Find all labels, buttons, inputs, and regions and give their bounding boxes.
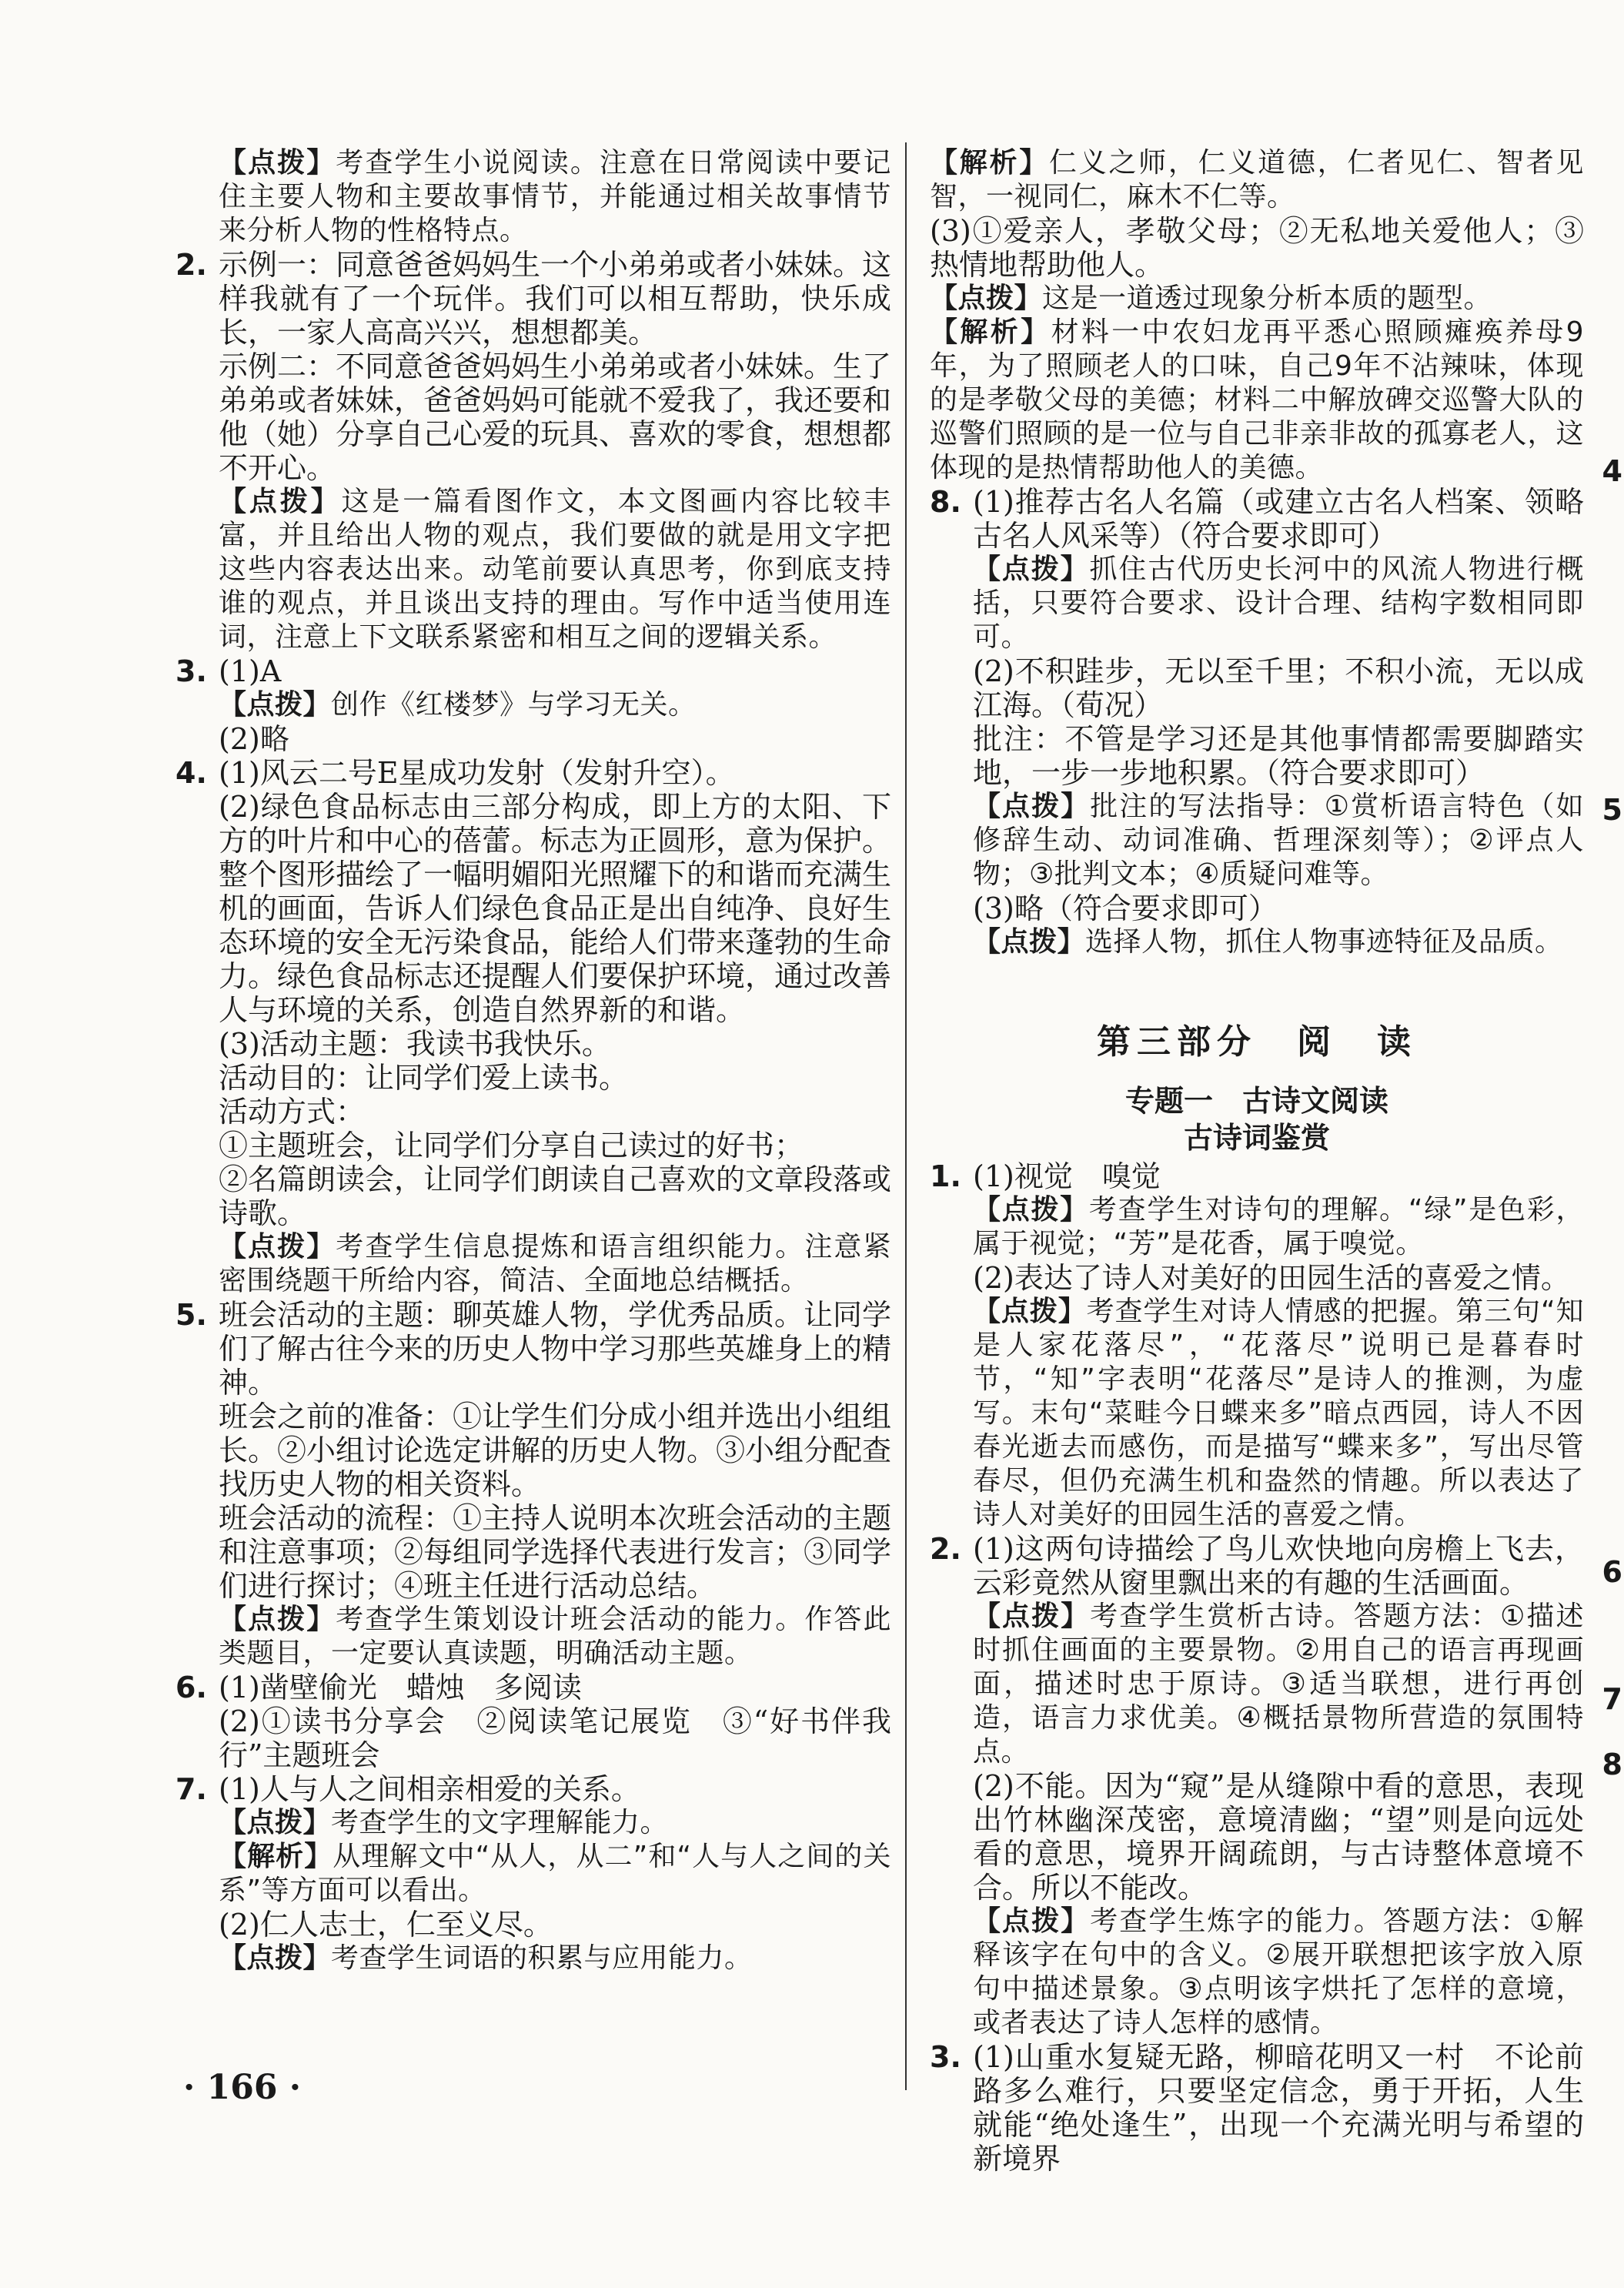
answer-line xyxy=(175,350,891,485)
item-number: 5. xyxy=(175,1298,207,1332)
annotation-text: 抓住古代历史长河中的风流人物进行概括，只要符合要求、设计合理、结构字数相同即可。 xyxy=(973,554,1584,653)
line-text: ②名篇朗读会，让同学们朗读自己喜欢的文章段落或诗歌。 xyxy=(219,1162,892,1230)
item-number: 6. xyxy=(175,1671,207,1704)
annotation-text: 考查学生策划设计班会活动的能力。作答此类题目，一定要认真读题，明确活动主题。 xyxy=(219,1604,891,1669)
item-text: (1)推荐古名人名篇（或建立古名人档案、领略古名人风采等）（符合要求即可） xyxy=(973,485,1584,553)
item-number: 7. xyxy=(175,1772,207,1806)
line-text: (3)略（符合要求即可） xyxy=(973,891,1278,925)
answer-line xyxy=(175,1061,891,1095)
answer-line xyxy=(175,1095,891,1129)
annotation-tag: 【点拨】 xyxy=(930,283,1043,314)
page-number: · 166 · xyxy=(183,2068,302,2107)
answer-line xyxy=(175,1400,891,1501)
line-text: (2)表达了诗人对美好的田园生活的喜爱之情。 xyxy=(973,1261,1570,1295)
annotation xyxy=(930,1600,1584,1769)
annotation xyxy=(930,1295,1584,1532)
answer-line xyxy=(175,1501,891,1603)
line-text: 示例二：不同意爸爸妈妈生小弟弟或者小妹妹。生了弟弟或者妹妹，爸爸妈妈可能就不爱我了，我还要和他（她）分享自己心爱的玩具、喜欢的零食，想想都不开心。 xyxy=(219,350,892,485)
annotation-body xyxy=(973,1193,1584,1261)
answer-line xyxy=(175,722,891,756)
answer-item xyxy=(930,1159,1584,1193)
annotation-body xyxy=(219,485,891,654)
annotation-tag: 【点拨】 xyxy=(219,1231,336,1263)
answer-line xyxy=(175,790,891,1027)
answer-line xyxy=(930,214,1584,282)
annotation-text: 考查学生小说阅读。注意在日常阅读中要记住主要人物和主要故事情节，并能通过相关故事情节来分析人物的性格特点。 xyxy=(219,147,891,246)
annotation-body xyxy=(973,1295,1584,1532)
annotation-body xyxy=(219,1806,891,1840)
item-text: 示例一：同意爸爸妈妈生一个小弟弟或者小妹妹。这样我就有了一个玩伴。我们可以相互帮助，快乐成长，一家人高高兴兴，想想都美。 xyxy=(219,248,892,350)
edge-marker: 5 xyxy=(1602,793,1622,827)
annotation xyxy=(930,1905,1584,2040)
annotation xyxy=(930,790,1584,891)
annotation-text: 考查学生的文字理解能力。 xyxy=(331,1807,669,1838)
item-text: (1)视觉 嗅觉 xyxy=(973,1159,1161,1193)
annotation xyxy=(175,1942,891,1975)
answer-line xyxy=(175,1129,891,1162)
annotation-body xyxy=(973,1600,1584,1769)
annotation-tag: 【解析】 xyxy=(930,147,1049,179)
answer-item xyxy=(930,1532,1584,1600)
annotation-text: 这是一篇看图作文，本文图画内容比较丰富，并且给出人物的观点，我们要做的就是用文字把这些内容表达出来。动笔前要认真思考，你到底支持谁的观点，并且谈出支持的理由。写作中适当使用连词，注意上下文联系紧密和相互之间的逻辑关系。 xyxy=(219,486,891,653)
annotation xyxy=(175,146,891,248)
left-column xyxy=(175,146,891,1975)
line-text: 班会之前的准备：①让学生们分成小组并选出小组组长。②小组讨论选定讲解的历史人物。③小组分配查找历史人物的相关资料。 xyxy=(219,1400,892,1501)
annotation-text: 考查学生赏析古诗。答题方法：①描述时抓住画面的主要景物。②用自己的语言再现画面，描述时忠于原诗。③适当联想，进行再创造，语言力求优美。④概括景物所营造的氛围特点。 xyxy=(973,1601,1584,1768)
line-text: (2)绿色食品标志由三部分构成，即上方的太阳、下方的叶片和中心的蓓蕾。标志为正圆形，意为保护。整个图形描绘了一幅明媚阳光照耀下的和谐而充满生机的画面，告诉人们绿色食品正是出自纯净、良好生态环境的安全无污染食品，能给人们带来蓬勃的生命力。绿色食品标志还提醒人们要保护环境，通过改善人与环境的关系，创造自然界新的和谐。 xyxy=(219,790,892,1027)
right-column xyxy=(930,146,1584,2176)
answer-line xyxy=(930,654,1584,722)
annotation-tag: 【解析】 xyxy=(930,316,1051,348)
annotation-tag: 【点拨】 xyxy=(219,147,336,179)
annotation-text: 考查学生炼字的能力。答题方法：①解释该字在句中的含义。②展开联想把该字放入原句中描述景象。③点明该字烘托了怎样的意境，或者表达了诗人怎样的感情。 xyxy=(973,1905,1584,2039)
annotation xyxy=(930,553,1584,654)
item-number: 3. xyxy=(175,654,207,688)
annotation-body xyxy=(219,1942,891,1975)
annotation-body xyxy=(219,1230,891,1298)
annotation-body xyxy=(973,925,1584,959)
edge-marker: 8 xyxy=(1602,1748,1622,1781)
annotation-text: 考查学生信息提炼和语言组织能力。注意紧密围绕题干所给内容，简洁、全面地总结概括。 xyxy=(219,1231,891,1296)
topic-title: 专题一 古诗文阅读 xyxy=(1124,1084,1388,1118)
annotation-body xyxy=(930,282,1584,316)
item-text: (1)人与人之间相亲相爱的关系。 xyxy=(219,1772,640,1806)
annotation-body xyxy=(219,1603,891,1671)
annotation-tag: 【点拨】 xyxy=(973,1296,1087,1327)
answer-item xyxy=(930,2040,1584,2176)
annotation-body xyxy=(973,553,1584,654)
line-text: (2)①读书分享会 ②阅读笔记展览 ③“好书伴我行”主题班会 xyxy=(219,1704,891,1772)
annotation-tag: 【点拨】 xyxy=(973,1905,1091,1937)
line-text: (2)不积跬步，无以至千里；不积小流，无以成江海。（荀况） xyxy=(973,654,1584,722)
line-text: 活动方式： xyxy=(219,1095,366,1129)
right-bottom-block xyxy=(930,1159,1584,2176)
annotation xyxy=(175,1230,891,1298)
annotation-tag: 【点拨】 xyxy=(973,926,1086,958)
item-number: 4. xyxy=(175,756,207,790)
annotation-text: 创作《红楼梦》与学习无关。 xyxy=(331,689,697,721)
annotation-text: 考查学生对诗句的理解。“绿”是色彩，属于视觉；“芳”是花香，属于嗅觉。 xyxy=(973,1194,1584,1259)
line-text: (3)①爱亲人，孝敬父母；②无私地关爱他人；③热情地帮助他人。 xyxy=(930,214,1584,282)
annotation-body xyxy=(219,1840,891,1908)
item-number: 8. xyxy=(930,485,961,519)
annotation xyxy=(930,925,1584,959)
annotation-tag: 【点拨】 xyxy=(219,1807,332,1838)
answer-line xyxy=(930,722,1584,790)
answer-item xyxy=(175,756,891,790)
annotation-body xyxy=(973,790,1584,891)
annotation-text: 批注的写法指导：①赏析语言特色（如修辞生动、动词准确、哲理深刻等）；②评点人物；③批判文本；④质疑问难等。 xyxy=(973,791,1584,890)
item-text: (1)A xyxy=(219,654,282,688)
annotation xyxy=(930,1193,1584,1261)
line-text: (2)不能。因为“窥”是从缝隙中看的意思，表现出竹林幽深茂密，意境清幽；“望”则是向远处看的意思，境界开阔疏朗，与古诗整体意境不合。所以不能改。 xyxy=(973,1769,1584,1905)
annotation-text: 材料一中农妇龙再平悉心照顾瘫痪养母9年，为了照顾老人的口味，自己9年不沾辣味，体现的是孝敬父母的美德；材料二中解放碑交巡警大队的巡警们照顾的是一位与自己非亲非故的孤寡老人，这体现的是热情帮助他人的美德。 xyxy=(930,316,1584,483)
item-number: 1. xyxy=(930,1159,961,1193)
line-text: (2)仁人志士，仁至义尽。 xyxy=(219,1908,553,1942)
annotation xyxy=(930,146,1584,214)
annotation xyxy=(930,282,1584,316)
annotation-text: 从理解文中“从人，从二”和“人与人之间的关系”等方面可以看出。 xyxy=(219,1841,891,1906)
line-text: 活动目的：让同学们爱上读书。 xyxy=(219,1061,629,1095)
line-text: (2)略 xyxy=(219,722,289,756)
annotation-tag: 【点拨】 xyxy=(219,689,332,721)
right-top-block xyxy=(930,146,1584,959)
edge-marker: 7 xyxy=(1602,1682,1622,1716)
annotation-text: 考查学生词语的积累与应用能力。 xyxy=(331,1942,753,1974)
annotation-body xyxy=(930,146,1584,214)
annotation-tag: 【点拨】 xyxy=(219,1942,332,1974)
annotation xyxy=(175,1806,891,1840)
section-title: 第三部分 阅 读 xyxy=(1097,1022,1417,1062)
answer-item xyxy=(930,485,1584,553)
annotation xyxy=(930,316,1584,485)
answer-line xyxy=(175,1704,891,1772)
answer-line xyxy=(930,1769,1584,1905)
annotation xyxy=(175,485,891,654)
annotation-tag: 【点拨】 xyxy=(219,486,342,517)
annotation-body xyxy=(930,316,1584,485)
annotation-tag: 【点拨】 xyxy=(973,791,1091,822)
item-text: (1)凿壁偷光 蜡烛 多阅读 xyxy=(219,1671,582,1704)
annotation xyxy=(175,688,891,722)
item-text: (1)这两句诗描绘了鸟儿欢快地向房檐上飞去，云彩竟然从窗里飘出来的有趣的生活画面。 xyxy=(973,1532,1584,1600)
annotation xyxy=(175,1603,891,1671)
annotation-tag: 【点拨】 xyxy=(973,554,1090,585)
annotation-tag: 【解析】 xyxy=(219,1841,333,1872)
subtopic-title: 古诗词鉴赏 xyxy=(1183,1121,1330,1155)
item-text: 班会活动的主题：聊英雄人物，学优秀品质。让同学们了解古往今来的历史人物中学习那些英雄身上的精神。 xyxy=(219,1298,892,1400)
annotation-text: 选择人物，抓住人物事迹特征及品质。 xyxy=(1085,926,1563,958)
edge-marker: 4 xyxy=(1602,454,1622,488)
answer-line xyxy=(930,891,1584,925)
annotation-text: 考查学生对诗人情感的把握。第三句“知是人家花落尽”，“花落尽”说明已是暮春时节，“知”字表明“花落尽”是诗人的推测，为虚写。末句“菜畦今日蝶来多”暗点西园，诗人不因春光逝去而感伤，而是描写“蝶来多”，写出尽管春尽，但仍充满生机和盎然的情趣。所以表达了诗人对美好的田园生活的喜爱之情。 xyxy=(973,1296,1584,1530)
annotation-text: 这是一道透过现象分析本质的题型。 xyxy=(1042,283,1492,314)
item-number: 2. xyxy=(175,248,207,282)
annotation-tag: 【点拨】 xyxy=(973,1601,1091,1632)
answer-line xyxy=(175,1027,891,1061)
item-number: 2. xyxy=(930,1532,961,1566)
annotation-tag: 【点拨】 xyxy=(973,1194,1089,1226)
item-text: (1)风云二号E星成功发射（发射升空）。 xyxy=(219,756,735,790)
answer-line xyxy=(175,1162,891,1230)
answer-line xyxy=(930,1261,1584,1295)
answer-line xyxy=(175,1908,891,1942)
annotation-body xyxy=(219,146,891,248)
answer-item xyxy=(175,1298,891,1400)
answer-item xyxy=(175,1772,891,1806)
answer-item xyxy=(175,248,891,350)
answer-item xyxy=(175,654,891,688)
item-number: 3. xyxy=(930,2040,961,2074)
item-text: (1)山重水复疑无路，柳暗花明又一村 不论前路多么难行，只要坚定信念，勇于开拓，人生就能“绝处逢生”，出现一个充满光明与希望的新境界 xyxy=(973,2040,1584,2176)
annotation xyxy=(175,1840,891,1908)
line-text: (3)活动主题：我读书我快乐。 xyxy=(219,1027,611,1061)
line-text: 班会活动的流程：①主持人说明本次班会活动的主题和注意事项；②每组同学选择代表进行发言；③同学们进行探讨；④班主任进行活动总结。 xyxy=(219,1501,892,1603)
answer-item xyxy=(175,1671,891,1704)
line-text: 批注：不管是学习还是其他事情都需要脚踏实地，一步一步地积累。（符合要求即可） xyxy=(973,722,1584,790)
annotation-text: 仁义之师，仁义道德，仁者见仁、智者见智，一视同仁，麻木不仁等。 xyxy=(930,147,1584,212)
line-text: ①主题班会，让同学们分享自己读过的好书； xyxy=(219,1129,804,1162)
annotation-body xyxy=(973,1905,1584,2040)
annotation-tag: 【点拨】 xyxy=(219,1604,336,1635)
edge-marker: 6 xyxy=(1602,1555,1622,1589)
column-divider xyxy=(905,142,907,2090)
annotation-body xyxy=(219,688,891,722)
